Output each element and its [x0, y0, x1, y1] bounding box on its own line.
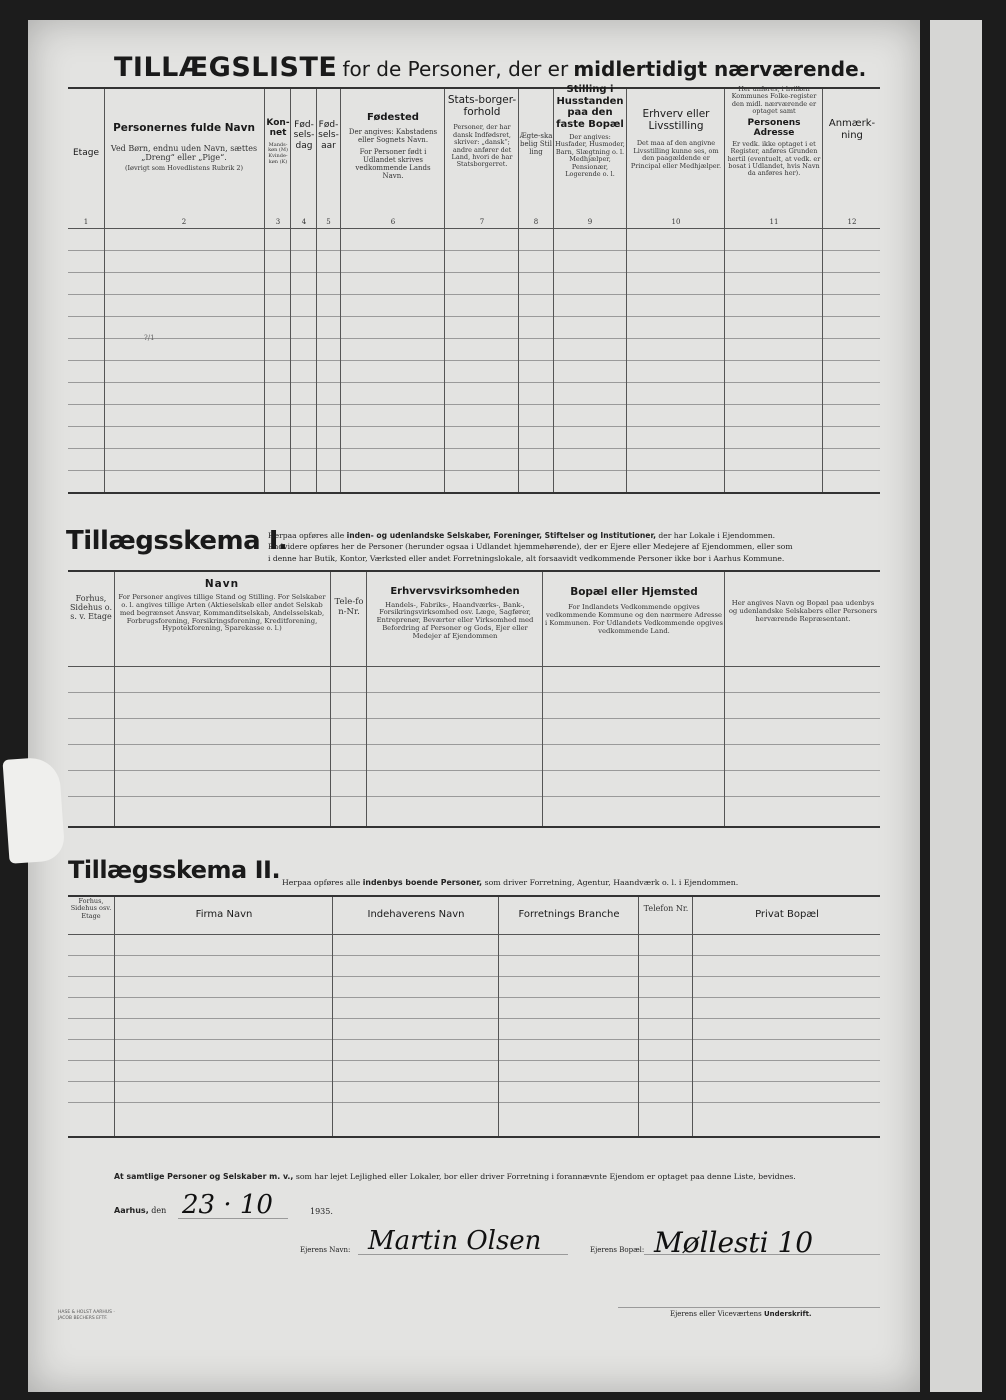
col-aegteskabelig: Ægte-skabelig Stilling	[519, 132, 553, 157]
col-stilling-husstand: Stilling i Husstanden paa den faste Bopæl Der angives: Husfader, Husmoder, Barn, Slægtning o. l. Medhjælper, Pensionær, Logerende o. l.	[555, 84, 625, 179]
s1-col-etage: Forhus, Sidehus o. s. v. Etage	[69, 594, 113, 622]
owner-address-handwritten: Møllesti 10	[654, 1226, 814, 1259]
s2-col-firma: Firma Navn	[195, 909, 253, 920]
main-title	[114, 52, 894, 83]
col-foedested: Fødested Der angives: Kabstadens eller Sognets Navn. For Personer født i Udlandet skrives vedkommende Lands Navn.	[348, 112, 438, 180]
owner-name-handwritten: Martin Olsen	[368, 1226, 542, 1256]
s1-col-erhverv: Erhvervsvirksomheden Handels-, Fabriks-, Haandværks-, Bank-, Forsikringsvirksomhed osv. Læge, Sagfører, Entreprenør, Beværter eller Virksomhed med Befordring af Personer og Gods, Ejer eller Medejer af Ejendommen	[376, 586, 534, 640]
col-num-12: 12	[847, 218, 857, 226]
col-erhverv: Erhverv eller Livsstilling Det maa af den angivne Livsstilling kunne ses, om den paagældende er Principal eller Medhjælper.	[630, 108, 722, 170]
col-num-11: 11	[769, 218, 779, 226]
col-num-9: 9	[587, 218, 593, 226]
col-anmaerkning: Anmærk-ning	[828, 118, 876, 141]
col-num-3: 3	[275, 218, 281, 226]
date-handwritten: 23 · 10	[182, 1190, 273, 1220]
s1-col-navn: Navn For Personer angives tillige Stand og Stilling. For Selskaber o. l. angives tillige Arten (Aktieselskab eller andet Selskab med begrænset Ansvar, Kommanditselskab, Andelsselskab, Forbrugsforening, Forsikringsforening, Kreditforening, Hypotekforening, Sparekasse o. l.)	[118, 578, 326, 633]
paper-tab	[2, 756, 65, 864]
main-title-text: for de Personer, der er	[342, 57, 569, 81]
s1-col-bopael: Bopæl eller Hjemsted For Indlandets Vedkommende opgives vedkommende Kommune og den nærmere Adresse i Kommunen. For Udlandets Vedkommende opgives vedkommende Land.	[545, 586, 723, 635]
col-kon: Kon-net Mands-køn (M) Kvinde-køn (K)	[266, 118, 290, 165]
owner-address-label: Ejerens Bopæl:	[590, 1246, 645, 1254]
col-etage: Etage	[73, 148, 99, 158]
skema2-title: Tillægsskema II.	[68, 856, 281, 884]
signature-label: Ejerens eller Viceværtens Underskrift.	[670, 1310, 812, 1318]
s2-col-privat-bopael: Privat Bopæl	[755, 909, 819, 920]
col-foedselsaar: Fød-sels-aar	[318, 120, 339, 151]
s1-col-telefon: Tele-fon-Nr.	[334, 597, 364, 617]
col-adresse: Her anføres, i hvilken Kommunes Folke-register den midl. nærværende er optaget samt Personens Adresse Er vedk. ikke optaget i et Register, anføres Grunden hertil (eventuelt, at vedk. er bosat i Udlandet, hvis Navn da anføres her).	[727, 85, 821, 178]
col-num-7: 7	[479, 218, 485, 226]
skema1-title: Tillægsskema I.	[66, 526, 288, 556]
s2-col-telefon: Telefon Nr.	[643, 904, 689, 913]
col-num-2: 2	[181, 218, 187, 226]
facing-page-edge	[930, 20, 982, 1392]
col-num-10: 10	[671, 218, 681, 226]
col-num-8: 8	[533, 218, 539, 226]
main-title-bold: TILLÆGSLISTE	[114, 52, 338, 83]
s2-col-etage: Forhus, Sidehus osv. Etage	[70, 897, 112, 920]
margin-mark: ?/1	[144, 334, 155, 342]
col-num-6: 6	[390, 218, 396, 226]
col-num-1: 1	[83, 218, 89, 226]
col-foedselsdag: Fød-sels-dag	[293, 120, 315, 151]
s2-col-branche: Forretnings Branche	[518, 909, 620, 920]
declaration: At samtlige Personer og Selskaber m. v., som har lejet Lejlighed eller Lokaler, bor eller driver Forretning i forannævnte Ejendom er optaget paa denne Liste, bevidnes.	[114, 1172, 796, 1181]
owner-name-label: Ejerens Navn:	[300, 1246, 351, 1254]
skema1-intro: Herpaa opføres alle inden- og udenlandske Selskaber, Foreninger, Stiftelser og Institutioner, der har Lokale i Ejendommen. Endvidere opføres her de Personer (herunder ogsaa i Udlandet hjemmehørende), der er Ejere eller Medejere af Ejendommen, eller som i denne har Butik, Kontor, Værksted eller andet Forretningslokale, alt forsaavidt vedkommende Personer ikke bor i Aarhus Kommune.	[268, 531, 793, 563]
col-num-5: 5	[326, 218, 331, 226]
s1-col-repraesentant: Her angives Navn og Bopæl paa udenbys og udenlandske Selskabers eller Personers herværende Repræsentant.	[728, 599, 878, 623]
main-title-bold2: midlertidigt nærværende.	[573, 57, 867, 81]
s2-col-indehaver: Indehaverens Navn	[367, 909, 465, 920]
form-page	[28, 20, 920, 1392]
col-statsborger: Stats-borger-forhold Personer, der har dansk Indfødsret, skriver: „dansk“; andre anfører det Land, hvori de har Statsborgerret.	[447, 94, 517, 169]
year: 1935.	[310, 1207, 333, 1216]
col-navn: Personernes fulde Navn Ved Børn, endnu uden Navn, sættes „Dreng“ eller „Pige“. (Iøvrigt som Hovedlistens Rubrik 2)	[110, 122, 258, 173]
city-date: Aarhus, den	[114, 1206, 167, 1215]
col-num-4: 4	[301, 218, 307, 226]
printer-imprint: HASE & HOLST AARHUS · JACOB BECHERS EFTF.	[58, 1310, 115, 1321]
skema2-intro: Herpaa opføres alle indenbys boende Personer, som driver Forretning, Agentur, Haandværk o. l. i Ejendommen.	[282, 878, 739, 887]
